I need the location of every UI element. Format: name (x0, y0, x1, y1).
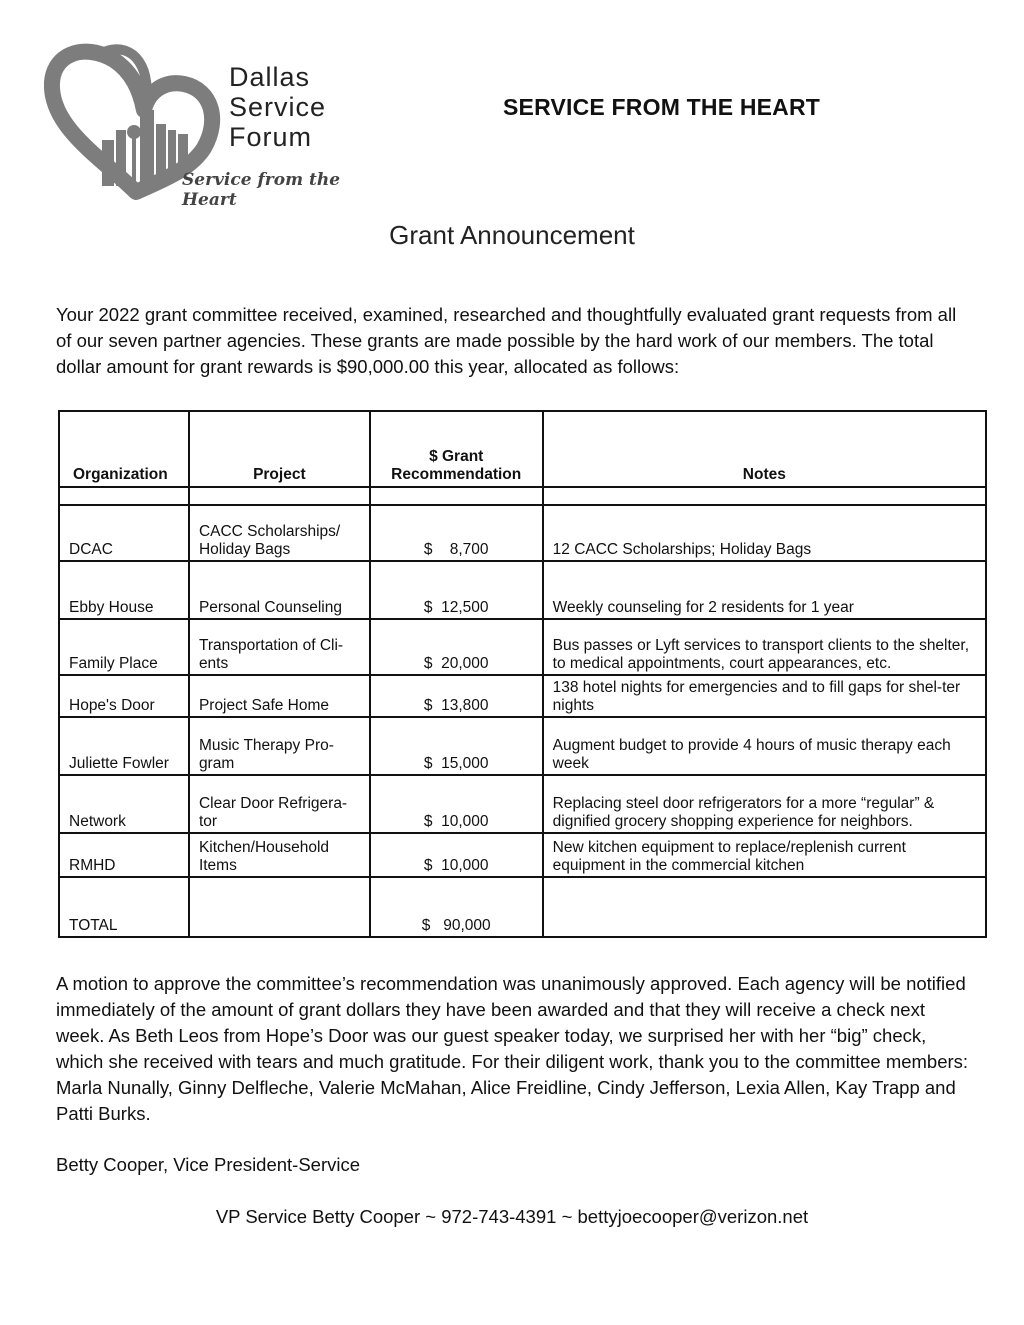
notes-cell: 12 CACC Scholarships; Holiday Bags (543, 505, 986, 561)
table-header-row (59, 411, 986, 487)
notes-cell: 138 hotel nights for emergencies and to fill gaps for shel-ter nights (543, 675, 986, 717)
dallas-service-forum-logo (44, 40, 374, 215)
table-row (59, 833, 986, 877)
organization-cell: Hope's Door (59, 675, 189, 717)
logo-wordmark (229, 62, 326, 152)
table-row (59, 775, 986, 833)
table-row (59, 675, 986, 717)
notes-cell: Replacing steel door refrigerators for a more “regular” & dignified grocery shopping experience for neighbors. (543, 775, 986, 833)
logo-tagline: Service from the Heart (182, 170, 341, 210)
table-row (59, 717, 986, 775)
amount-cell: $ 13,800 (370, 675, 543, 717)
project-cell: Project Safe Home (189, 675, 370, 717)
header-grant (370, 411, 543, 487)
notes-cell: Augment budget to provide 4 hours of music therapy each week (543, 717, 986, 775)
project-cell: CACC Scholarships/ Holiday Bags (189, 505, 370, 561)
notes-cell: Weekly counseling for 2 residents for 1 year (543, 561, 986, 619)
total-notes-empty (543, 877, 986, 937)
amount-cell: $ 10,000 (370, 775, 543, 833)
total-project-empty (189, 877, 370, 937)
header-organization: Organization (59, 411, 189, 487)
organization-cell: Ebby House (59, 561, 189, 619)
page-headline: SERVICE FROM THE HEART (503, 94, 821, 120)
organization-cell: Network (59, 775, 189, 833)
signature: Betty Cooper, Vice President-Service (56, 1154, 361, 1175)
project-cell: Transportation of Cli-ents (189, 619, 370, 675)
organization-cell: Juliette Fowler (59, 717, 189, 775)
closing-paragraph: A motion to approve the committee’s recommendation was unanimously approved. Each agency will be notified immediately of the amount of grant dollars they have been awarded and that they will receive a check next week. As Beth Leos from Hope’s Door was our guest speaker today, we surprised her with her “big” check, which she received with tears and much gratitude. For their diligent work, thank you to the committee members: Marla Nunally, Ginny Delfleche, Valerie McMahan, Alice Freidline, Cindy Jefferson, Lexia Allen, Kay Trapp and Patti Burks. (56, 973, 969, 1124)
contact-footer: VP Service Betty Cooper ~ 972-743-4391 ~ bettyjoecooper@verizon.net (215, 1206, 809, 1227)
logo-name-line1: Dallas (229, 62, 311, 92)
amount-cell: $ 20,000 (370, 619, 543, 675)
intro-paragraph: Your 2022 grant committee received, examined, researched and thoughtfully evaluated grant requests from all of our seven partner agencies. These grants are made possible by the hard work of our members. The total dollar amount for grant rewards is $90,000.00 this year, allocated as follows: (56, 304, 957, 377)
amount-cell: $ 12,500 (370, 561, 543, 619)
notes-cell: Bus passes or Lyft services to transport clients to the shelter, to medical appointments, court appearances, etc. (543, 619, 986, 675)
total-label: TOTAL (59, 877, 189, 937)
amount-cell: $ 8,700 (370, 505, 543, 561)
table-total-row (59, 877, 986, 937)
page-title: Grant Announcement (389, 220, 635, 250)
project-cell: Music Therapy Pro-gram (189, 717, 370, 775)
logo-name-line3: Forum (229, 122, 313, 152)
header-project: Project (189, 411, 370, 487)
table-row (59, 561, 986, 619)
header-grant-line2: Recommendation (391, 466, 522, 483)
table-row (59, 619, 986, 675)
amount-cell: $ 15,000 (370, 717, 543, 775)
project-cell: Clear Door Refrigera-tor (189, 775, 370, 833)
project-cell: Kitchen/Household Items (189, 833, 370, 877)
header-grant-line1: $ Grant (429, 448, 484, 465)
organization-cell: Family Place (59, 619, 189, 675)
notes-cell: New kitchen equipment to replace/replenish current equipment in the commercial kitchen (543, 833, 986, 877)
project-cell: Personal Counseling (189, 561, 370, 619)
logo-name-line2: Service (229, 92, 327, 122)
total-amount: $ 90,000 (370, 877, 543, 937)
amount-cell: $ 10,000 (370, 833, 543, 877)
grants-table (58, 410, 987, 938)
organization-cell: RMHD (59, 833, 189, 877)
table-row (59, 505, 986, 561)
table-spacer-row (59, 487, 986, 505)
organization-cell: DCAC (59, 505, 189, 561)
header-notes: Notes (543, 411, 986, 487)
